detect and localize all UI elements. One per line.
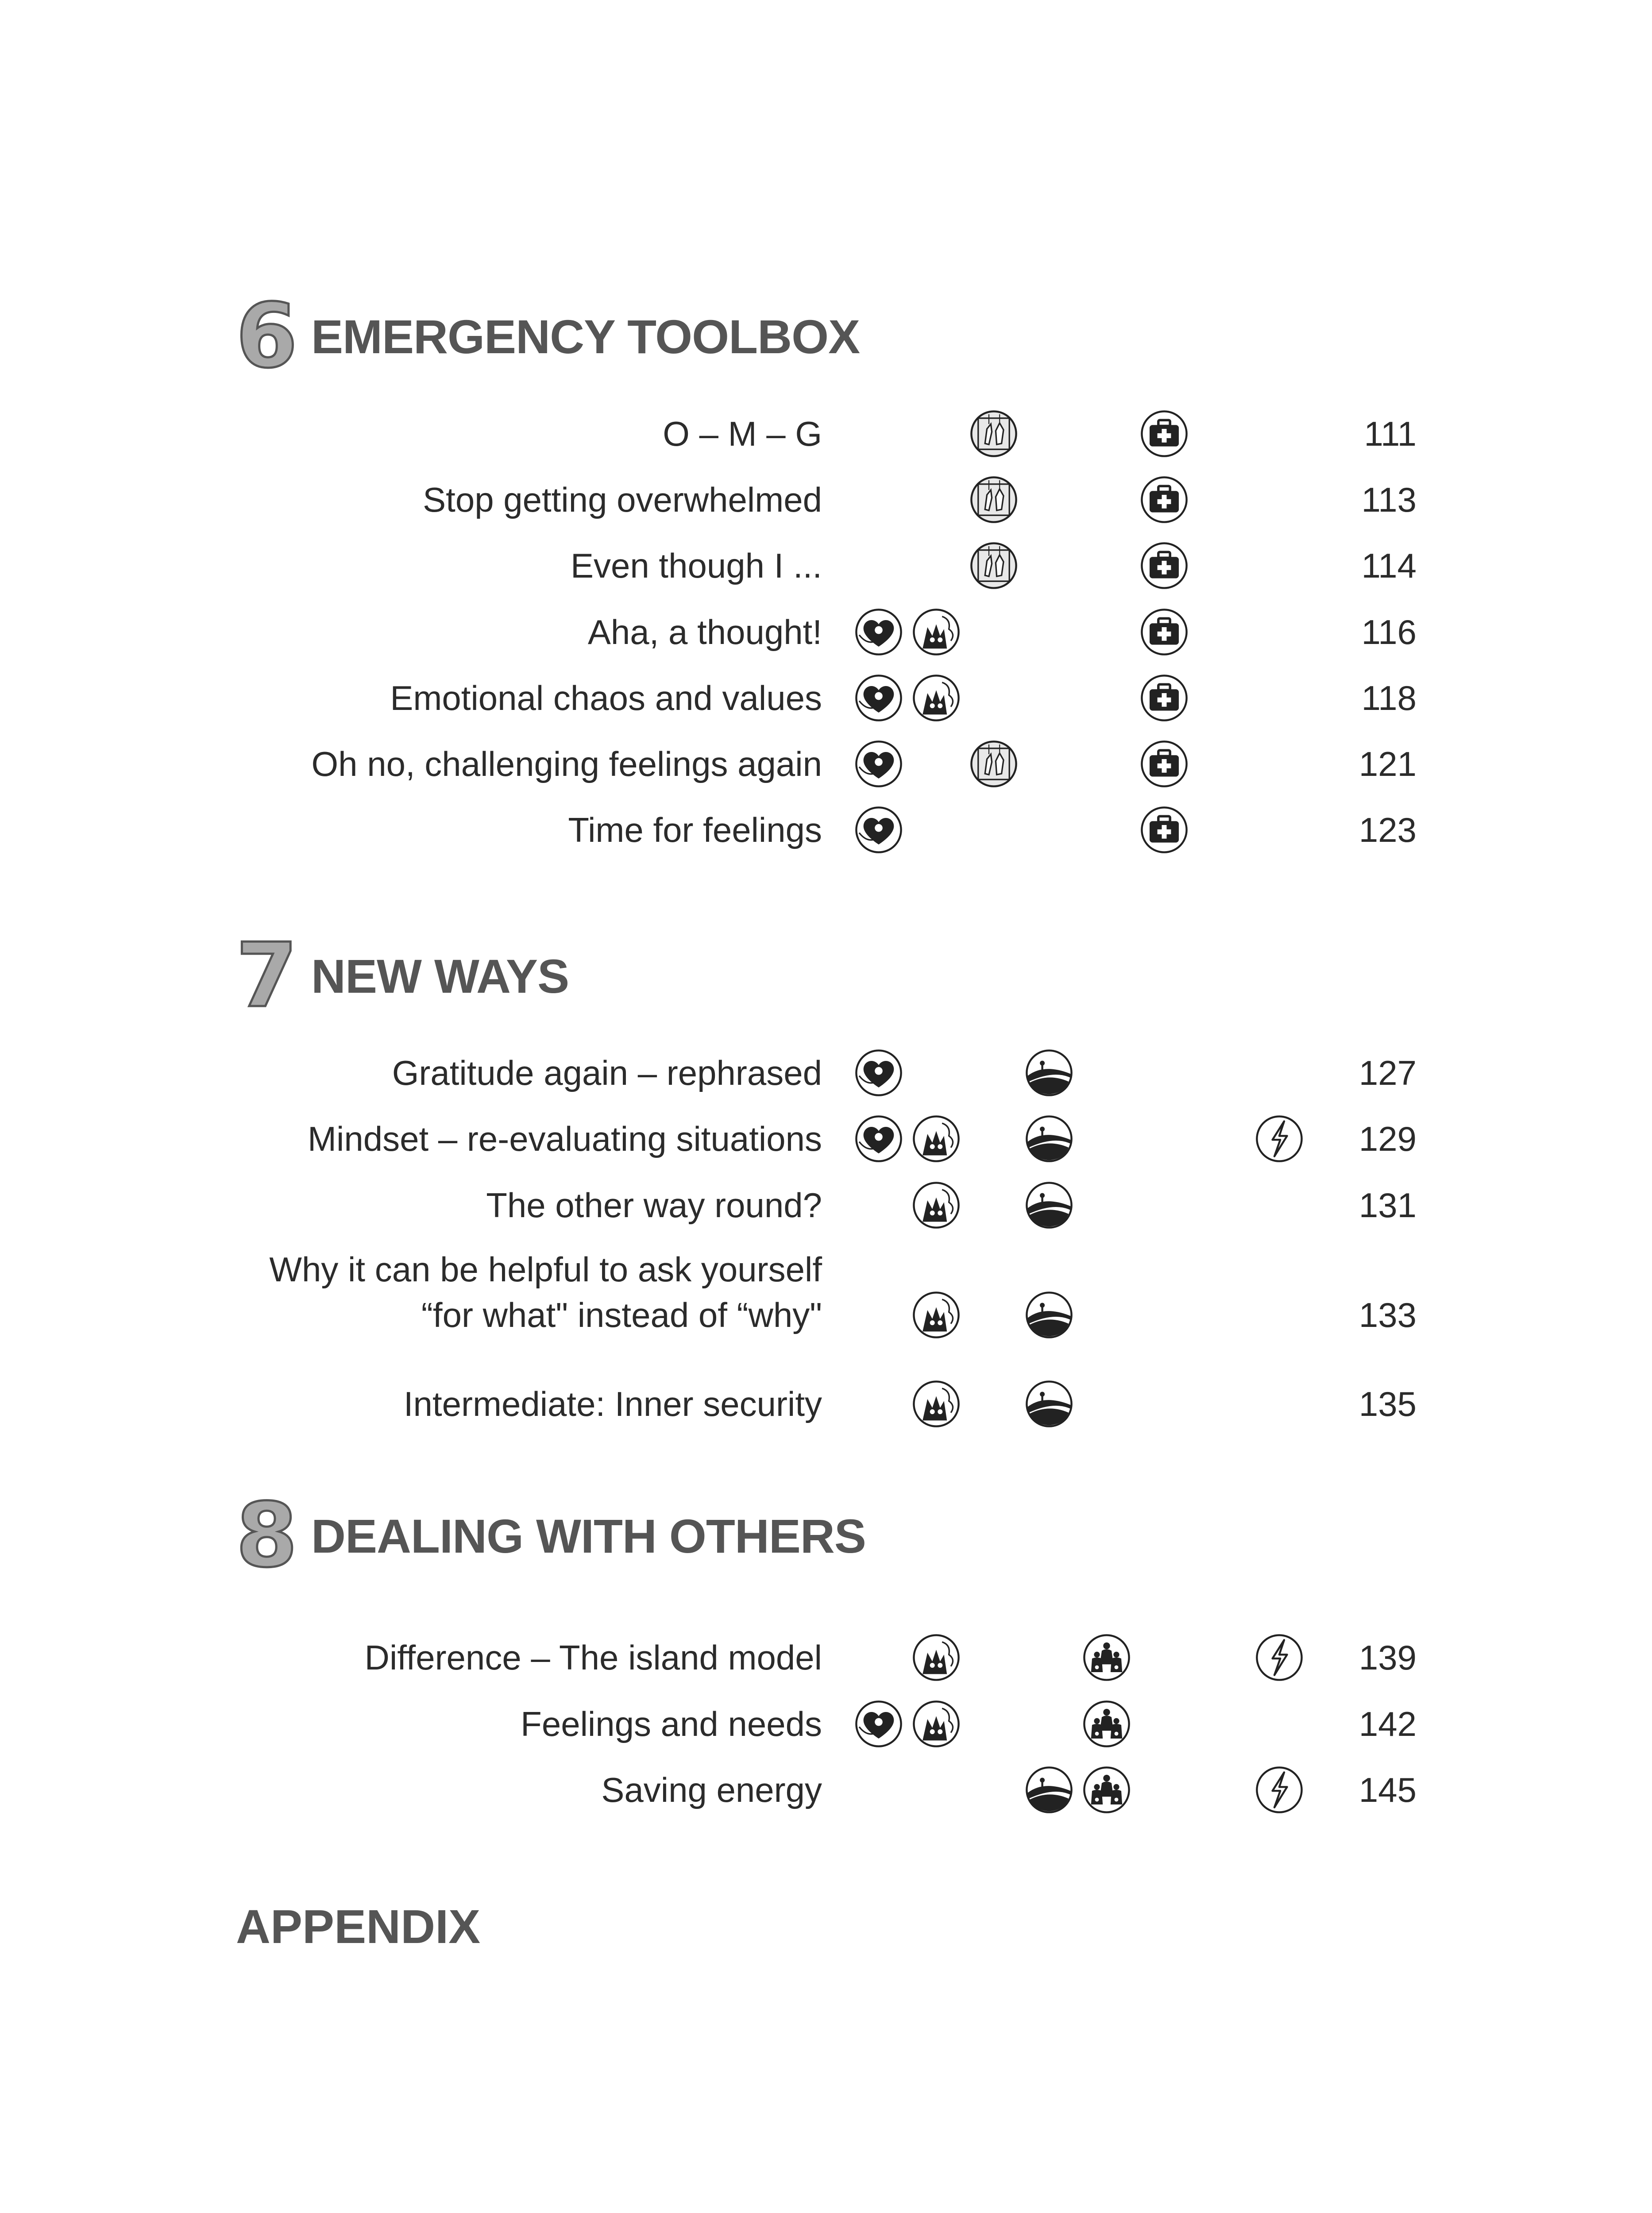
thought-figure-icon xyxy=(912,1380,961,1428)
entry-page-number: 145 xyxy=(1359,1770,1417,1809)
entry-title: Even though I ... xyxy=(570,546,822,585)
toc-entry[interactable] xyxy=(0,1183,1652,1245)
entry-title-line-1: Why it can be helpful to ask yourself xyxy=(269,1250,822,1289)
heart-icon xyxy=(854,806,903,854)
entry-page-number: 113 xyxy=(1361,480,1417,519)
entry-title: Stop getting overwhelmed xyxy=(423,480,822,519)
thought-figure-icon xyxy=(912,1700,961,1748)
entry-page-number: 118 xyxy=(1361,679,1417,717)
entry-page-number: 133 xyxy=(1359,1295,1417,1334)
toc-entry[interactable] xyxy=(0,808,1652,870)
entry-title: O – M – G xyxy=(663,414,822,453)
entry-title: Time for feelings xyxy=(568,810,822,849)
toc-entry[interactable] xyxy=(0,1382,1652,1444)
first-aid-kit-icon xyxy=(1140,674,1189,722)
toc-entry[interactable] xyxy=(0,1768,1652,1830)
chapter-title: NEW WAYS xyxy=(311,949,569,1003)
entry-page-number: 114 xyxy=(1361,546,1417,585)
puppets-icon xyxy=(969,409,1018,458)
entry-page-number: 123 xyxy=(1359,810,1417,849)
entry-page-number: 127 xyxy=(1359,1053,1417,1092)
entry-page-number: 129 xyxy=(1359,1119,1417,1158)
entry-title: Oh no, challenging feelings again xyxy=(311,744,822,783)
group-icon xyxy=(1082,1633,1131,1682)
thought-figure-icon xyxy=(912,1291,961,1339)
entry-title-line-2: “for what" instead of “why" xyxy=(421,1295,822,1334)
toc-entry[interactable] xyxy=(0,412,1652,474)
entry-page-number: 121 xyxy=(1359,744,1417,783)
first-aid-kit-icon xyxy=(1140,740,1189,788)
entry-page-number: 111 xyxy=(1364,414,1417,453)
toc-entry[interactable] xyxy=(0,1702,1652,1764)
entry-page-number: 142 xyxy=(1359,1704,1417,1743)
thought-figure-icon xyxy=(912,608,961,656)
chapter-number: 8 xyxy=(236,1484,298,1587)
landscape-icon xyxy=(1025,1291,1073,1339)
first-aid-kit-icon xyxy=(1140,475,1189,524)
thought-figure-icon xyxy=(912,1114,961,1163)
toc-entry[interactable] xyxy=(0,478,1652,540)
entry-title: Emotional chaos and values xyxy=(390,679,822,717)
landscape-icon xyxy=(1025,1766,1073,1814)
thought-figure-icon xyxy=(912,1181,961,1230)
heart-icon xyxy=(854,674,903,722)
entry-title: Saving energy xyxy=(601,1770,822,1809)
first-aid-kit-icon xyxy=(1140,806,1189,854)
group-icon xyxy=(1082,1700,1131,1748)
entry-title: The other way round? xyxy=(486,1186,822,1225)
lightning-icon xyxy=(1255,1633,1304,1682)
lightning-icon xyxy=(1255,1766,1304,1814)
entry-page-number: 139 xyxy=(1359,1638,1417,1677)
entry-page-number: 116 xyxy=(1361,613,1417,652)
landscape-icon xyxy=(1025,1181,1073,1230)
appendix-heading[interactable]: APPENDIX xyxy=(236,1900,481,1953)
entry-title: Aha, a thought! xyxy=(587,613,822,652)
landscape-icon xyxy=(1025,1114,1073,1163)
chapter-heading xyxy=(236,285,860,388)
lightning-icon xyxy=(1255,1114,1304,1163)
chapter-title: EMERGENCY TOOLBOX xyxy=(311,309,860,363)
entry-title: Feelings and needs xyxy=(521,1704,822,1743)
entry-title: Mindset – re-evaluating situations xyxy=(308,1119,822,1158)
chapter-title: DEALING WITH OTHERS xyxy=(311,1509,866,1563)
chapter-number: 6 xyxy=(236,285,298,388)
heart-icon xyxy=(854,1700,903,1748)
heart-icon xyxy=(854,1049,903,1097)
toc-entry[interactable] xyxy=(0,742,1652,804)
toc-entry[interactable] xyxy=(0,1250,1652,1355)
first-aid-kit-icon xyxy=(1140,409,1189,458)
thought-figure-icon xyxy=(912,1633,961,1682)
toc-entry[interactable] xyxy=(0,1635,1652,1697)
toc-entry[interactable] xyxy=(0,610,1652,672)
entry-page-number: 131 xyxy=(1359,1186,1417,1225)
chapter-heading xyxy=(236,1484,866,1587)
landscape-icon xyxy=(1025,1049,1073,1097)
entry-title: Intermediate: Inner security xyxy=(403,1384,822,1423)
group-icon xyxy=(1082,1766,1131,1814)
puppets-icon xyxy=(969,475,1018,524)
toc-entry[interactable] xyxy=(0,1117,1652,1179)
entry-page-number: 135 xyxy=(1359,1384,1417,1423)
heart-icon xyxy=(854,1114,903,1163)
toc-entry[interactable] xyxy=(0,676,1652,738)
puppets-icon xyxy=(969,740,1018,788)
heart-icon xyxy=(854,740,903,788)
heart-icon xyxy=(854,608,903,656)
landscape-icon xyxy=(1025,1380,1073,1428)
first-aid-kit-icon xyxy=(1140,608,1189,656)
entry-title: Gratitude again – rephrased xyxy=(392,1053,822,1092)
chapter-number: 7 xyxy=(236,924,298,1027)
toc-entry[interactable] xyxy=(0,1051,1652,1113)
chapter-heading xyxy=(236,924,569,1027)
puppets-icon xyxy=(969,541,1018,590)
entry-title: Difference – The island model xyxy=(364,1638,822,1677)
first-aid-kit-icon xyxy=(1140,541,1189,590)
toc-entry[interactable] xyxy=(0,544,1652,605)
thought-figure-icon xyxy=(912,674,961,722)
